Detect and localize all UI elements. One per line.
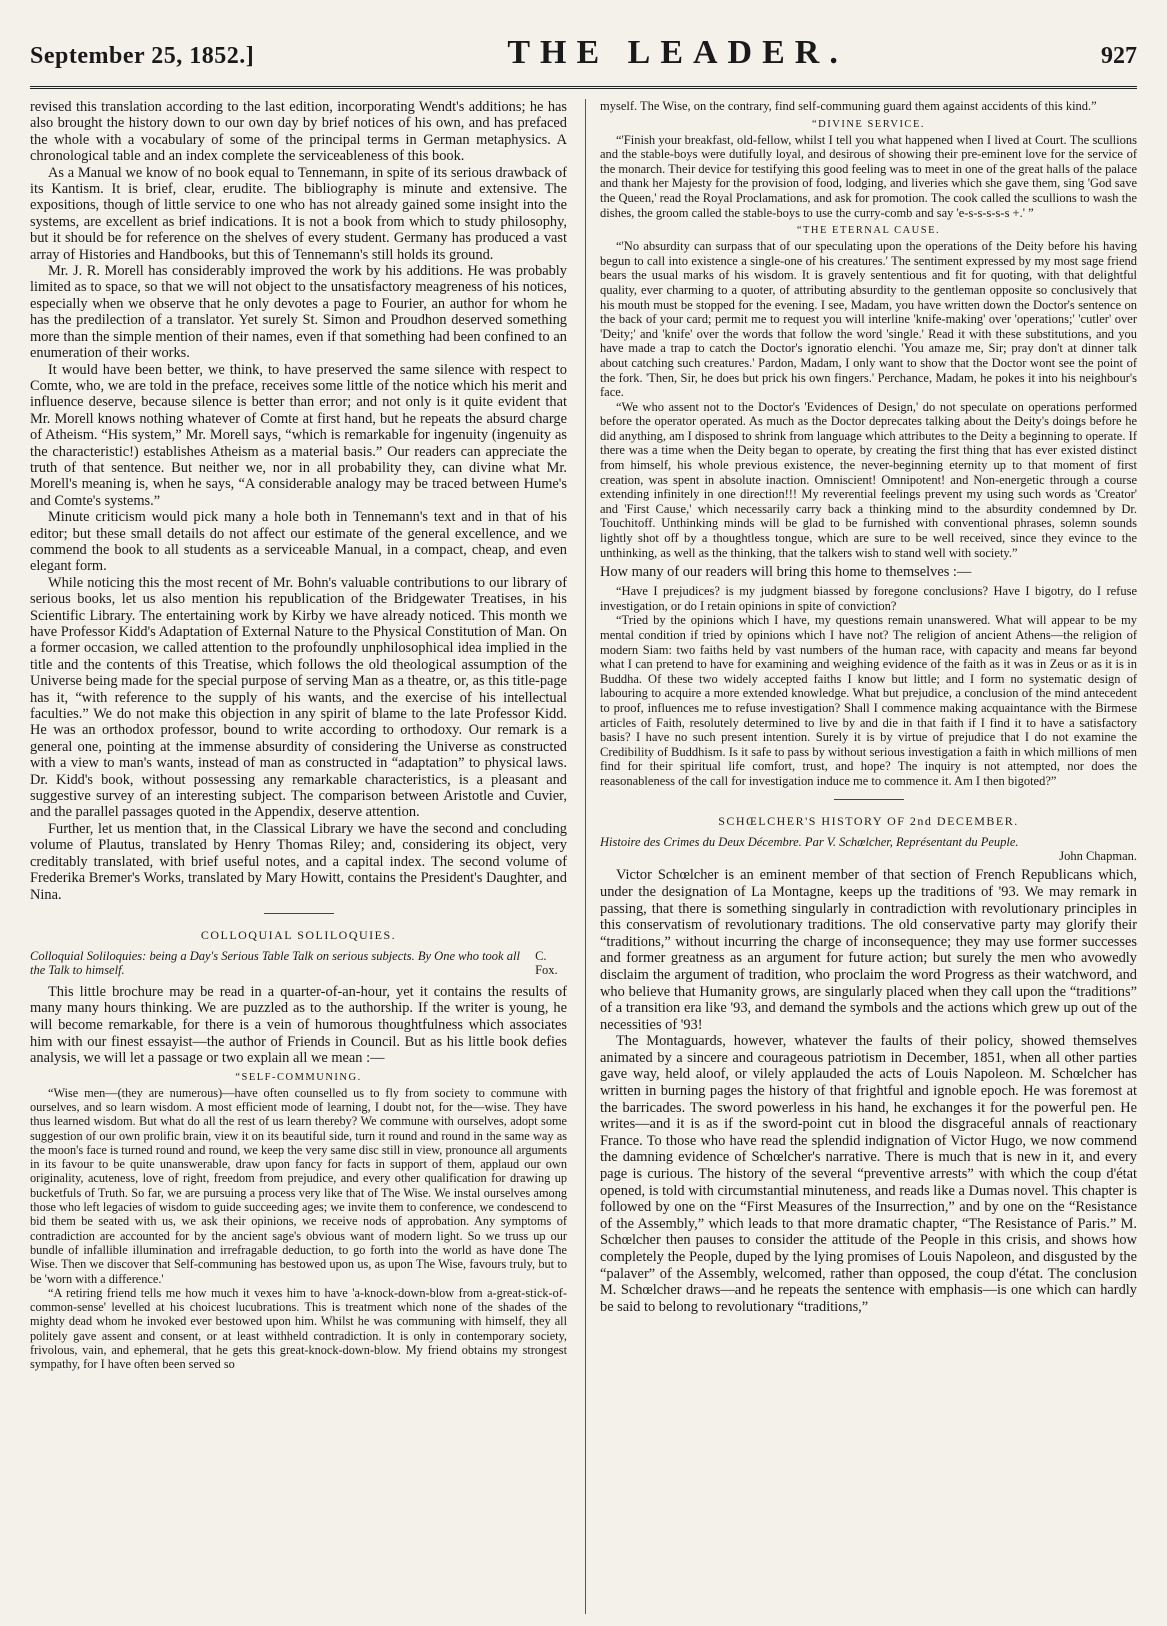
- book-title: Colloquial Soliloquies: being a Day's Serious Table Talk on serious subjects. By One who took all the Talk to himself.: [30, 948, 520, 978]
- article-paragraph: Minute criticism would pick many a hole both in Tennemann's text and in that of his editor; but these small details do not affect our estimate of the general excellence, and we commend the book to all students as a serviceable Manual, in a compact, cheap, and even elegant form.: [30, 509, 567, 575]
- book-title: Histoire des Crimes du Deux Décembre. Par V. Schœlcher, Représentant du Peuple.: [600, 834, 1019, 849]
- masthead: [30, 34, 1137, 89]
- bibliographic-note: [600, 835, 1137, 864]
- quote-paragraph: “'No absurdity can surpass that of our speculating upon the operations of the Deity before his having begun to call into existence a single-one of his creatures.' The sentiment expressed by my most sage friend bears the usual marks of his wisdom. It is gravely sententious and fit for quoting, with that delightful quality, ever charming to a quoter, of attributing absurdity to the gentleman opposite so conclusively that his mouth must be stopped for the evening. I see, Madam, you have written down the Doctor's sentence on the back of your card; permit me to request you will interline 'knife-making' over 'operations;' 'cutler' over 'Deity;' and 'knife' over the words that follow the word 'single.' Read it with these substitutions, and you have made a trap to catch the Doctor's ignoratio elenchi. 'You amaze me, Sir; pray don't at dinner talk about catching such creatures.' Pardon, Madam, I only want to show that the Doctor wont see the point of the fork. 'Then, Sir, he does but prick his own fingers.' Perchance, Madam, he pokes it into his neighbour's face.: [600, 239, 1137, 400]
- article-paragraph: Further, let us mention that, in the Classical Library we have the second and concluding volume of Plautus, translated by Henry Thomas Riley; and, considering its object, very creditably translated, with brief useful notes, and a capital index. The second volume of Frederika Bremer's Works, translated by Mary Howitt, contains the President's Daughter, and Nina.: [30, 820, 567, 903]
- article-paragraph: While noticing this the most recent of Mr. Bohn's valuable contributions to our library of serious books, let us also mention his republication of the Bridgewater Treatises, in his Scientific Library. The entertaining work by Kirby we have already noticed. This month we have Professor Kidd's Adaptation of External Nature to the Physical Constitution of Man. On a former occasion, we called attention to the profoundly unphilosophical idea implied in the title and the contents of this Treatise, which follows the old theological assumption of the Universe being made for the special purpose of serving Man as a theatre, or, as this title-page has it, “with reference to the supply of his wants, and the exercise of his intellectual faculties.” We do not make this objection in any spirit of blame to the late Professor Kidd. He was an orthodox professor, bound to write according to orthodoxy. Our remark is a general one, pointing at the immense absurdity of considering the Universe as constructed with a view to man's wants, instead of man as constructed in “adaptation” to physical laws. Dr. Kidd's book, without possessing any remarkable characteristics, is a pleasant and suggestive survey of an interesting subject. The comparison between Aristotle and Cuvier, and the parallel passages quoted in the Appendix, deserve attention.: [30, 574, 567, 821]
- quote-paragraph: myself. The Wise, on the contrary, find self-communing guard them against accidents of this kind.”: [600, 99, 1097, 113]
- bibliographic-note: [30, 949, 567, 978]
- article-paragraph: As a Manual we know of no book equal to Tennemann, in spite of its serious drawback of its Kantism. It is brief, clear, erudite. The bibliography is minute and extensive. The expositions, though of little service to one who has not already gained some insight into the systems, are excellent as brief indications. It is not a book from which to study philosophy, but it should be for reference on the shelves of every student. Germany has produced a vast array of Histories and Handbooks, but this of Tennemann's still holds its ground.: [30, 164, 567, 263]
- quote-paragraph: “Wise men—(they are numerous)—have often counselled us to fly from society to commune with ourselves, and so learn wisdom. A most efficient mode of learning, I doubt not, for the—wise. They have thus learned wisdom. But what do all the rest of us learn thereby? We commune with ourselves, adopt some suggestion of our own prolific brain, view it on its beautiful side, turn it round and round in the same way as the moon's face is turned round and round, we keep the very same disc still in view, pronounce all arguments in its favour to be quite unanswerable, draw upon fancy for facts in support of them, applaud our own originality, acuteness, love of right, freedom from prejudice, and every other qualification for drawing up bucketfuls of Truth. So far, we are pursuing a process very like that of The Wise. We instal ourselves among those who left legacies of wisdom to guide succeeding ages; we invite them to conference, we condescend to bid them be seated with us, we ask their opinions, we receive nods of approbation. Any symptoms of contradiction are accounted for by the ancient sage's obvious want of modern light. So we truss up our bundle of infallible illumination and irrefragable deduction, to go forth into the world as have done The Wise. Then we discover that Self-communing has bestowed upon us, as upon The Wise, favours truly, but to be 'worn with a difference.': [30, 1085, 567, 1286]
- right-column: [585, 99, 1137, 1614]
- article-paragraph: It would have been better, we think, to have preserved the same silence with respect to Comte, who, we are told in the preface, receives some little of the notice which his merit and influence deserve, because silence is better than error; and not only is it quite evident that Mr. Morell knows nothing whatever of Comte at first hand, but he repeats the absurd charge of Atheism. “His system,” Mr. Morell says, “which is remarkable for ingenuity (ingenuity as the characteristic!) establishes Atheism as a material basis.” Our readers can appreciate the truth of that sentence. But neither we, nor in all probability they, can divine what Mr. Morell's meaning is, when he says, “A considerable analogy may be traced between Hume's and Comte's systems.”: [30, 361, 567, 509]
- issue-date: September 25, 1852.]: [30, 43, 255, 69]
- page-number: 927: [1100, 43, 1137, 69]
- article-paragraph: The Montaguards, however, whatever the faults of their policy, showed themselves animated by a sincere and courageous patriotism in December, 1851, when all other parties gave way, held aloof, or vilely applauded the acts of Louis Napoleon. M. Schœlcher has written in burning pages the history of that frightful and ignoble epoch. He was foremost at the barricades. The sword powerless in his hand, he exchanges it for the powerful pen. He writes—and it is as if the sword-point cut in blood the disgraceful annals of reactionary France. To those who have read the splendid indignation of Victor Hugo, we now commend the damning evidence of Schœlcher's narrative. There is much that is new in it, and every page is curious. The history of the several “preventive arrests” with which the coup d'état opened, is told with circumstantial minuteness, and reads like a Dumas novel. This chapter is followed by one on the “First Measures of the Insurrection,” and by one on the “Resistance of the Assembly,” which leads to that more dramatic chapter, “The Resistance of Paris.” M. Schœlcher then pauses to consider the attitude of the People in this crisis, and shows how completely the People, duped by the lying promises of Louis Napoleon, and disgusted by the “palaver” of the Assembly, welcomed, rather than opposed, the coup d'état. The conclusion M. Schœlcher draws—and he repeats the sentence with emphasis—is one which can hardly be said to belong to revolutionary “traditions,”: [600, 1033, 1137, 1315]
- quote-paragraph: “We who assent not to the Doctor's 'Evidences of Design,' do not speculate on operations performed before the operator operated. As much as the Doctor deprecates talking about the Deity's doings before he did anything, am I disposed to shrink from language which attributes to the Deity a beginning to operate. If there was a time when the Deity began to operate, by creating the first thing that has ever existed distinct from himself, his whole previous existence, the never-beginning eternity up to that moment of first creation, was spent in absolute inaction. Omniscient! Omnipotent! and Non-energetic through a course extending infinitely in one direction!!! My reverential feelings prevent my using such words as 'Creator' and 'First Cause,' which necessarily carry back a thinking mind to the absurdity condemned by Dr. Touchitoff. Unthinking minds will be glad to be furnished with conventional phrases, solemn sounds lightly shot off by a thoughtless tongue, which are sure to be well received, since they evince to the unthinking, as well as the thinking, that the talkers wish to stand well with society.”: [600, 399, 1137, 560]
- quote-paragraph: “Tried by the opinions which I have, my questions remain unanswered. What will appear to be my mental condition if tried by opinions which I have not? The religion of ancient Athens—the religion of modern Siam: two faiths held by vast numbers of the human race, with capacity and means far beyond what I can pretend to have for examining and weighing evidence of the faith as it was in Zeus or as it is in Buddha. Of these two widely accepted faiths I know but little; and I form no systematic design of labouring to acquire a more extended knowledge. What but prejudice, a conclusion of the mind antecedent to proof, influences me to refuse investigation? Shall I commence making acquaintance with the Birmese articles of Faith, resolutely determined to live by and die in that faith if I find it to have a satisfactory basis? I have no such present intention. Surely it is by virtue of prejudice that I do not examine the Credibility of Buddhism. Is it safe to pass by without serious investigation a faith in which millions of men find for their spiritual life comfort, trust, and hope? The inquiry is not attempted, nor does the reasonableness of the call for investigation induce me to commence it. Am I then bigoted?”: [600, 613, 1137, 788]
- quote-heading: “THE ETERNAL CAUSE.: [796, 225, 941, 237]
- newspaper-title: THE LEADER.: [507, 34, 848, 71]
- article-paragraph: revised this translation according to the last edition, incorporating Wendt's additions; he has also brought the history down to our own day by brief notices of his own, and has prefaced the whole with a vocabulary of some of the principal terms in German metaphysics. A chronological table and an index complete the serviceableness of this book.: [30, 99, 567, 165]
- article-paragraph: Mr. J. R. Morell has considerably improved the work by his additions. He was probably limited as to space, so that we will not object to the unsatisfactory meagreness of his notices, especially when we observe that he only devotes a page to Fourier, an author for whom he has the predilection of a translator. Yet surely St. Simon and Proudhon deserved something more than the simple mention of their names, even if that something had been confined to an enumeration of their works.: [30, 263, 567, 362]
- section-divider: [264, 913, 334, 914]
- review-intro: This little brochure may be read in a quarter-of-an-hour, yet it contains the results of many many hours thinking. We are puzzled as to the authorship. If the writer is young, he will become remarkable, for there is a vein of humorous thoughtfulness which associates him with our finest essayist—the author of Friends in Council. But as his little book defies analysis, we will let a passage or two explain all we mean :—: [30, 983, 567, 1067]
- section-divider: [834, 799, 904, 800]
- section-heading: SCHŒLCHER'S HISTORY OF 2nd DECEMBER.: [718, 813, 1019, 828]
- quote-paragraph: “Have I prejudices? is my judgment biassed by foregone conclusions? Have I bigotry, do I refuse investigation, or do I retain opinions in spite of conviction?: [600, 584, 1137, 613]
- quote-paragraph: “A retiring friend tells me how much it vexes him to have 'a-knock-down-blow from a-great-stick-of-common-sense' levelled at his choicest lucubrations. This is treatment which none of the shades of the mighty dead whom he invoked ever bestowed upon him. Whilst he was communing with himself, they all politely gave assent and consent, or at least withheld contradiction. It is only in contemporary society, frivolous, vain, and ephemeral, that he gets this great-knock-down-blow. My friend obtains my strongest sympathy, for I have often been served so: [30, 1285, 567, 1372]
- review-question: How many of our readers will bring this home to themselves :—: [600, 564, 972, 581]
- left-column: [30, 99, 567, 1614]
- columns: [30, 99, 1137, 1614]
- publisher: John Chapman.: [1059, 848, 1137, 863]
- quote-paragraph: “'Finish your breakfast, old-fellow, whilst I tell you what happened when I lived at Court. The scullions and the stable-boys were dutifully loyal, and desirous of showing their pre-eminent love for the service of the monarch. Their device for testifying this good feeling was to meet in one of the great halls of the palace and thank her Majesty for the provision of food, lodging, and liveries which she gave them, sing 'God save the Queen,' read the Royal Proclamations, and ask for promotion. The cook called the scullions to wash the dishes, the groom called the stable-boys to use the curry-comb and say 'e-s-s-s-s-s +.' ”: [600, 132, 1137, 220]
- quote-heading: “DIVINE SERVICE.: [812, 118, 925, 130]
- article-paragraph: Victor Schœlcher is an eminent member of that section of French Republicans which, under the designation of La Montagne, keeps up the traditions of '93. We may remark in passing, that there is something singularly in contradiction with revolutionary principles in this conservatism of revolutionary traditions. The old conservative party may glorify their “traditions,” without incurring the charge of inconsequence; they may use former successes and former greatness as an argument for future action; but surely the men who avowedly disclaim the argument of tradition, who proclaim the word Progress as their watchword, and who believe that Humanity grows, are singularly placed when they call upon the “traditions” of a transition era like '93, and demand the symbols and the actions which grew up out of the necessities of '93!: [600, 867, 1137, 1033]
- section-heading: COLLOQUIAL SOLILOQUIES.: [200, 927, 397, 942]
- quote-heading: “SELF-COMMUNING.: [235, 1071, 362, 1083]
- book-author: C. Fox.: [535, 948, 558, 978]
